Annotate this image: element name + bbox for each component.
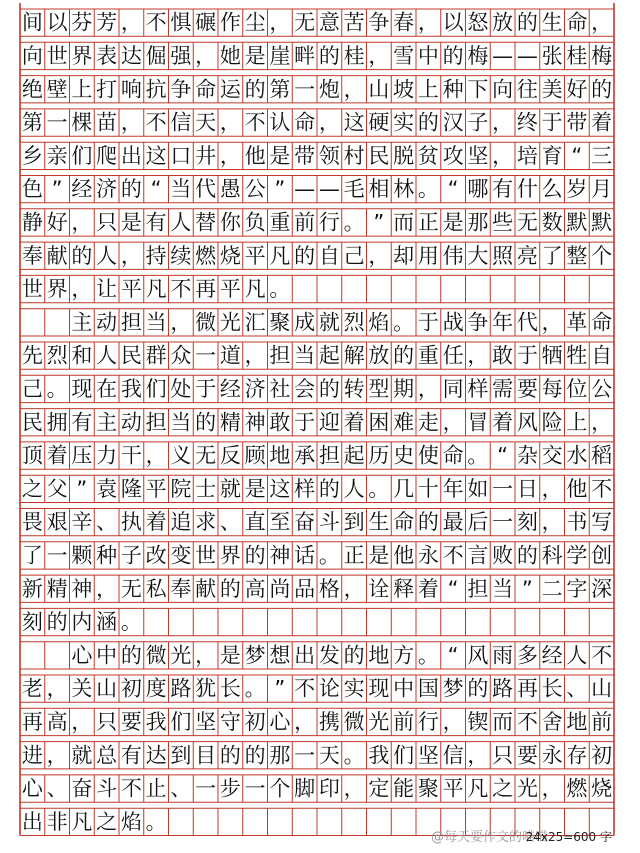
grid-row-text: 先 烈 和 人 民 群 众 一 道 ， 担 当 起 解 放 的 重 任 ， 敢 于 牺 牲 自	[21, 343, 613, 368]
grid-row-text: 间 以 芬 芳 ， 不 惧 碾 作 尘 ， 无 意 苦 争 春 ， 以 怒 放 的 生 命 ，	[21, 10, 613, 35]
grid-row-text: 老 ， 关 山 初 度 路 犹 长 。 ” 不 论 实 现 中 国 梦 的 路 再 长 、 山	[21, 676, 613, 701]
grid-row-text: 再 高 ， 只 要 我 们 坚 守 初 心 ， 携 微 光 前 行 ， 锲 而 不 舍 地 前	[21, 709, 613, 734]
grid-row-text: 畏 艰 辛 、 执 着 追 求 、 直 至 奋 斗 到 生 命 的 最 后 一 刻 ， 书 写	[21, 510, 613, 535]
grid-row-text: 了 一 颗 种 子 改 变 世 界 的 神 话 。 正 是 他 永 不 言 败 的 科 学 创	[21, 543, 613, 568]
grid-row-text: 己 。 现 在 我 们 处 于 经 济 社 会 的 转 型 期 ， 同 样 需 要 每 位 公	[21, 376, 613, 401]
grid-capacity-label: 24x25=600 字	[525, 830, 612, 844]
grid-row-text: 乡 亲 们 爬 出 这 口 井 ， 他 是 带 领 村 民 脱 贫 攻 坚 ， 培 育 “ 三	[21, 143, 613, 168]
grid-row-text: 顶 着 压 力 干 ， 义 无 反 顾 地 承 担 起 历 史 使 命 。 “ 杂 交 水 稻	[21, 443, 613, 468]
grid-row-text: 进 ， 就 总 有 达 到 目 的 的 那 一 天 。 我 们 坚 信 ， 只 要 永 存 初	[21, 743, 613, 768]
grid-row-text: 世 界 ， 让 平 凡 不 再 平 凡 。	[21, 277, 291, 302]
grid-row-text: 绝 壁 上 打 响 抗 争 命 运 的 第 一 炮 ， 山 坡 上 种 下 向 往 美 好 的	[21, 77, 613, 102]
grid-row-text: 刻 的 内 涵 。	[21, 610, 142, 635]
grid-row-text: 第 一 棵 苗 ， 不 信 天 ， 不 认 命 ， 这 硬 实 的 汉 子 ， 终 于 带 着	[21, 110, 613, 135]
grid-row-text: 向 世 界 表 达 倔 强 ， 她 是 崖 畔 的 桂 ， 雪 中 的 梅 — — 张 桂 梅	[21, 43, 613, 68]
grid-row-text: 色 ” 经 济 的 “ 当 代 愚 公 ” — — 毛 相 林 。 “ 哪 有 什 么 岁 月	[21, 177, 613, 202]
grid-row-text: 奉 献 的 人 ， 持 续 燃 烧 平 凡 的 自 己 ， 却 用 伟 大 照 亮 了 整 个	[21, 243, 613, 268]
grid-row-text: 新 精 神 ， 无 私 奉 献 的 高 尚 品 格 ， 诠 释 着 “ 担 当 ” 二 字 深	[21, 576, 613, 601]
grid-row-text: 心 中 的 微 光 ， 是 梦 想 出 发 的 地 方 。 “ 风 雨 多 经 人 不	[71, 643, 613, 668]
grid-row-text: 主 动 担 当 ， 微 光 汇 聚 成 就 烈 焰 。 于 战 争 年 代 ， 革 命	[71, 310, 613, 335]
grid-row-text: 出 非 凡 之 焰 。	[21, 809, 167, 834]
grid-row-text: 静 好 ， 只 是 有 人 替 你 负 重 前 行 。 ” 而 正 是 那 些 无 数 默 默	[21, 210, 613, 235]
grid-row-text: 民 拥 有 主 动 担 当 的 精 神 敢 于 迎 着 困 难 走 ， 冒 着 风 险 上 ，	[21, 410, 613, 435]
watermark-text: @每天要作文的喵喵	[430, 830, 548, 845]
grid-row-text: 之 父 ” 袁 隆 平 院 士 就 是 这 样 的 人 。 几 十 年 如 一 日 ， 他 不	[21, 476, 613, 501]
grid-row-text: 心 、 奋 斗 不 止 、 一 步 一 个 脚 印 ， 定 能 聚 平 凡 之 光 ， 燃 烧	[21, 776, 613, 801]
